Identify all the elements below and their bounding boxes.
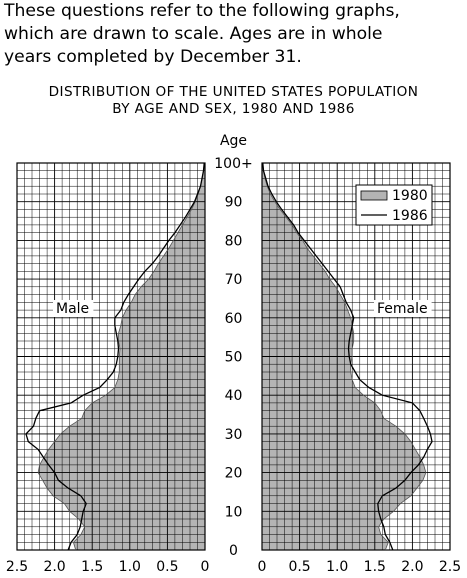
age-tick-label: 30 (224, 426, 243, 443)
x-tick-label: 1.0 (326, 559, 349, 575)
age-tick-label: 40 (224, 388, 243, 405)
age-tick-label: 50 (224, 349, 243, 366)
x-tick-label: 2.0 (43, 559, 66, 575)
female-panel-label: Female (377, 301, 428, 317)
x-tick-label: 1.5 (363, 559, 386, 575)
age-tick-label: 80 (224, 233, 243, 250)
intro-line: These questions refer to the following graphs, (4, 1, 400, 21)
chart-title-line: BY AGE AND SEX, 1980 AND 1986 (112, 101, 355, 117)
chart-title-line: DISTRIBUTION OF THE UNITED STATES POPULATION (48, 84, 419, 100)
age-tick-label: 90 (224, 194, 243, 211)
intro-line: which are drawn to scale. Ages are in whole (4, 24, 383, 44)
x-tick-label: 0 (200, 559, 210, 575)
x-tick-label: 2.5 (5, 559, 29, 575)
x-tick-label: 0.5 (156, 559, 179, 575)
x-tick-label: 2.0 (401, 559, 424, 575)
age-axis-label: Age (219, 133, 248, 149)
legend-swatch-1980 (361, 191, 387, 200)
legend-label-1980: 1980 (392, 188, 428, 204)
x-tick-label: 2.5 (438, 559, 462, 575)
legend-label-1986: 1986 (392, 208, 428, 224)
age-tick-label: 100+ (214, 156, 253, 172)
intro-line: years completed by December 31. (4, 47, 302, 67)
x-tick-label: 1.5 (81, 559, 104, 575)
age-tick-label: 10 (224, 504, 243, 521)
male-panel-label: Male (56, 301, 90, 317)
age-tick-label: 70 (224, 272, 243, 289)
x-tick-label: 0 (257, 559, 267, 575)
age-tick-label: 0 (229, 543, 238, 559)
age-tick-label: 60 (224, 310, 243, 327)
x-tick-label: 0.5 (288, 559, 311, 575)
age-tick-label: 20 (224, 465, 243, 482)
x-tick-label: 1.0 (118, 559, 141, 575)
